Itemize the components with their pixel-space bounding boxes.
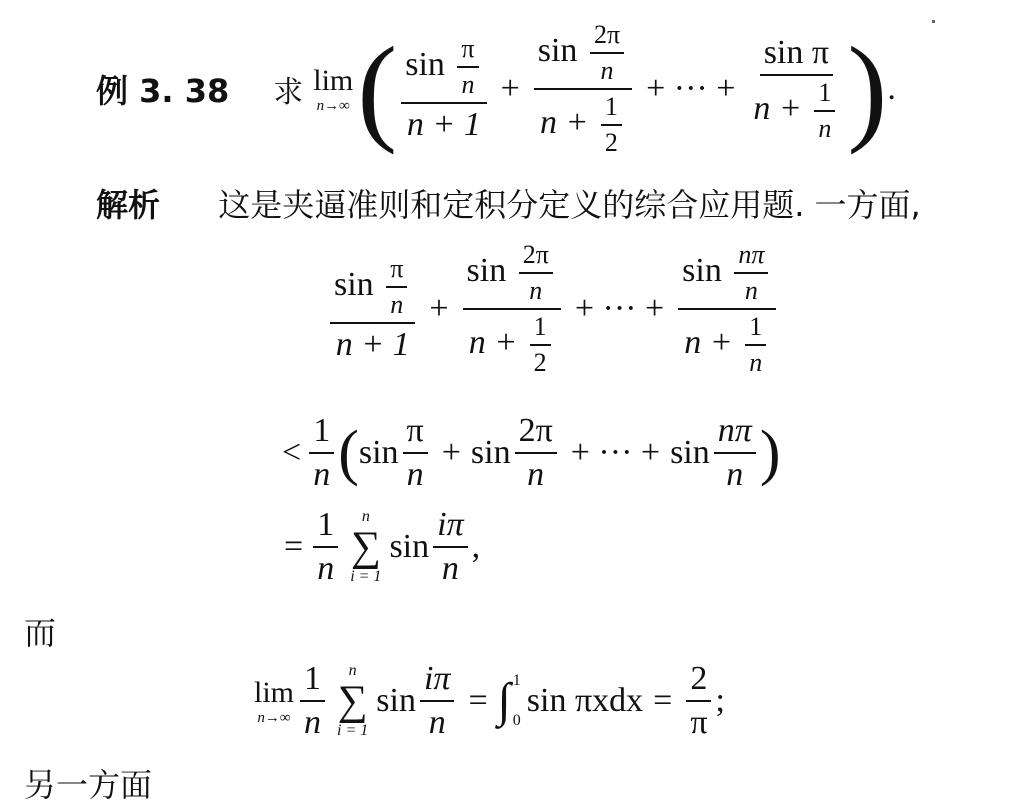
less-than: < xyxy=(282,434,302,471)
and-word: 而 xyxy=(24,614,57,652)
integral-symbol: ∫ 1 0 xyxy=(497,672,521,729)
analysis-line xyxy=(96,180,921,226)
analysis-label: 解析 xyxy=(96,186,161,224)
d1-term-last: sin $\frac{n\pi}{n}$ n + $\frac{1}{n}$ xyxy=(678,240,776,378)
example-line: 例 3. 38 求 lim n→∞ ( sin $\frac{\pi}{n}$ n + 1 + sin $\frac{2\pi}{n}$ n + $\frac{1}{2}$ + ··· + sin π n + $\frac{1}{n}$ ) . xyxy=(96,20,896,157)
lim-subscript: n→∞ xyxy=(316,97,350,114)
display-integral: lim n→∞ $\frac{1}{n}$ n ∑ i = 1 sin $\frac{i\pi}{n}$ = ∫ 1 0 sin πxdx = $\frac{2}{\pi}$ ; xyxy=(254,660,725,741)
other-side-text: 另一方面 xyxy=(24,766,153,804)
example-label: 例 3. 38 xyxy=(96,72,230,110)
left-paren: ( xyxy=(357,22,398,155)
lim-text: lim xyxy=(313,63,354,97)
term-2: sin $\frac{2\pi}{n}$ n + $\frac{1}{2}$ xyxy=(534,20,632,158)
d1-term-2: sin $\frac{2\pi}{n}$ n + $\frac{1}{2}$ xyxy=(463,240,561,378)
right-paren: ) xyxy=(847,22,888,155)
summation-symbol: n ∑ i = 1 xyxy=(350,508,382,585)
term-last: sin π n + $\frac{1}{n}$ xyxy=(749,34,843,144)
example-ask: 求 xyxy=(273,75,304,110)
scan-speck xyxy=(932,20,935,23)
display-upper-bound: < $\frac{1}{n}$ ( sin $\frac{\pi}{n}$ + sin $\frac{2\pi}{n}$ + ··· + sin $\frac{n\pi}{n}$ ) xyxy=(282,412,781,493)
display-riemann-sum: = $\frac{1}{n}$ n ∑ i = 1 sin $\frac{i\pi}{n}$ , xyxy=(284,506,481,587)
d1-term-1: sin $\frac{\pi}{n}$ n + 1 xyxy=(330,254,415,364)
integrand: sin πxdx xyxy=(526,682,644,719)
term-1: sin $\frac{\pi}{n}$ n + 1 xyxy=(401,34,486,144)
analysis-text: 这是夹逼准则和定积分定义的综合应用题. 一方面, xyxy=(218,186,921,224)
example-period: . xyxy=(887,70,896,107)
display-sum-terms: sin $\frac{\pi}{n}$ n + 1 + sin $\frac{2\pi}{n}$ n + $\frac{1}{2}$ + ··· + sin $\frac{n\pi}{n}$ n + $\frac{1}{n}$ xyxy=(326,240,780,378)
limit-operator xyxy=(313,64,353,115)
